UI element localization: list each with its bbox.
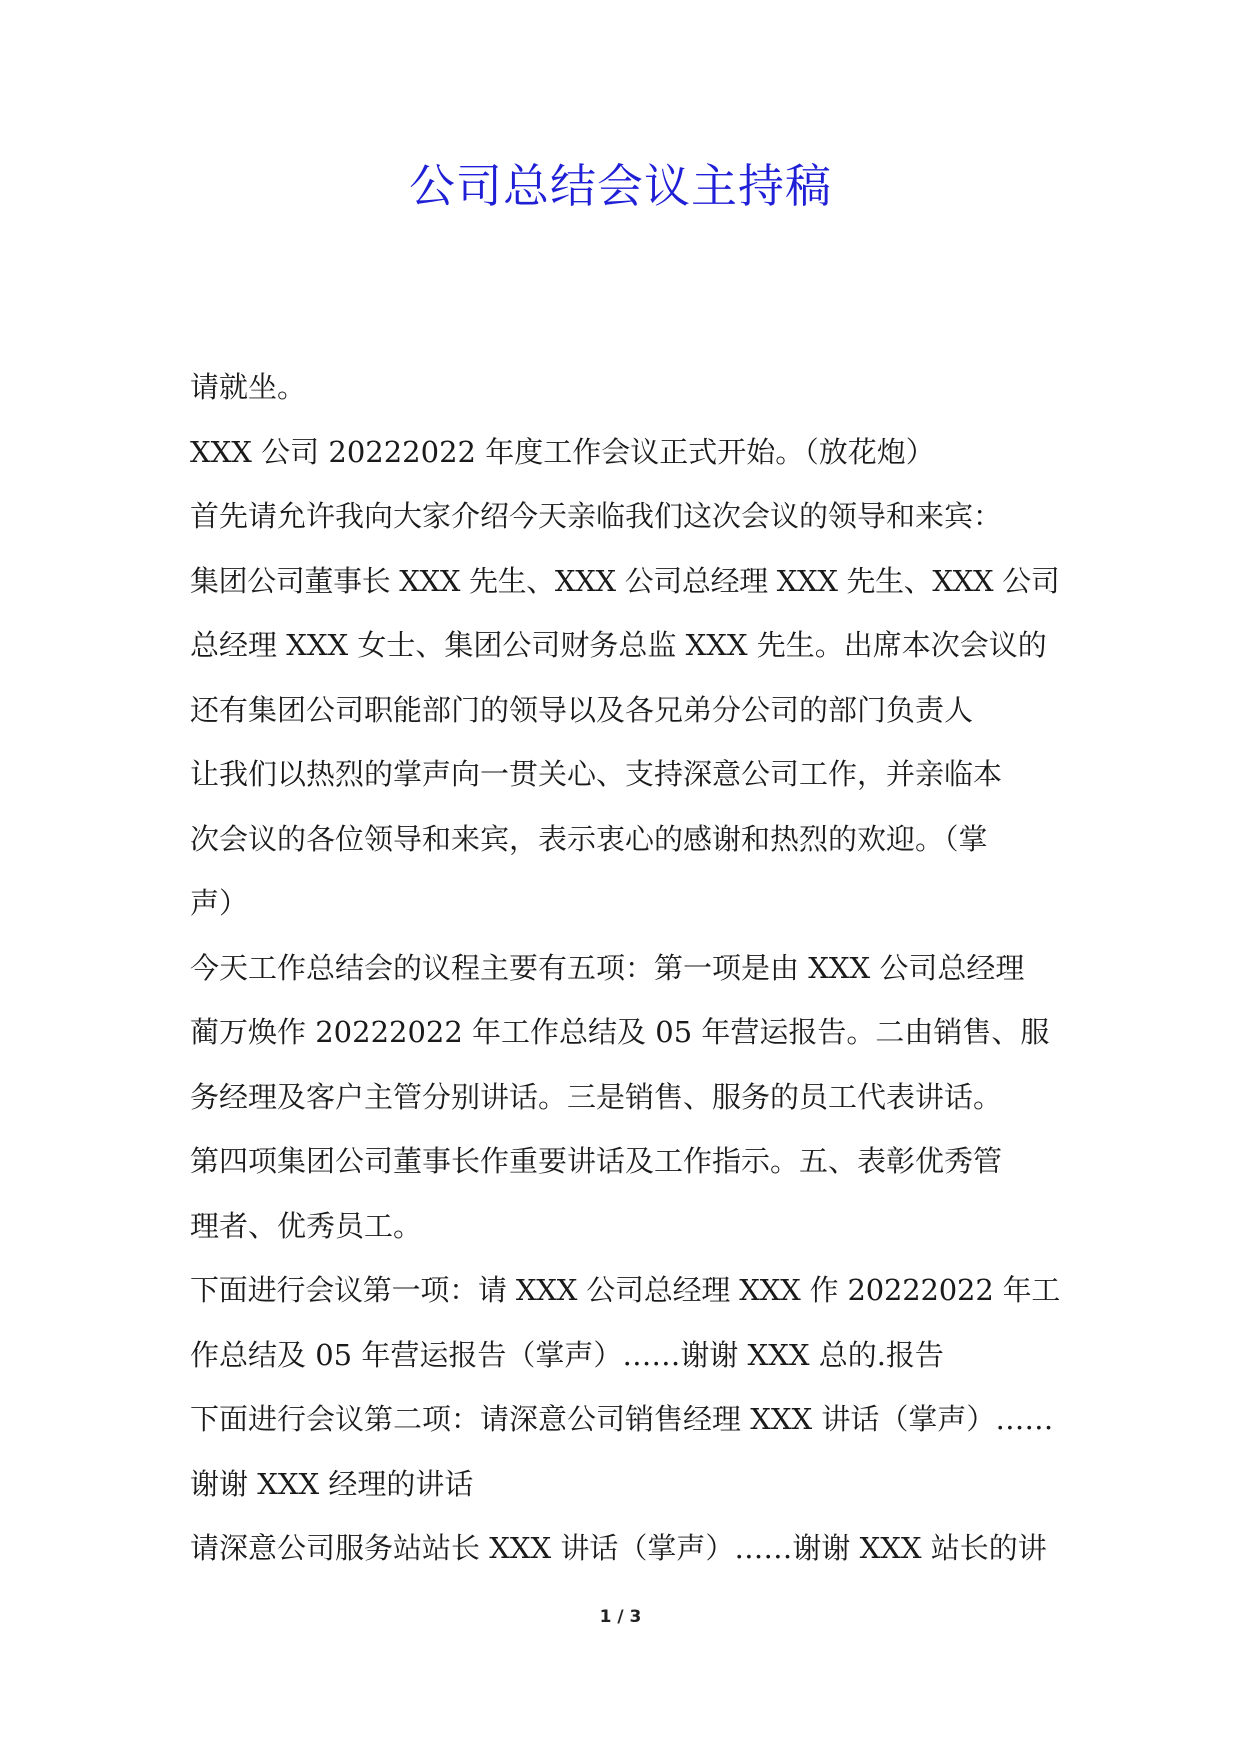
body-line: 下面进行会议第一项：请 XXX 公司总经理 XXX 作 20222022 年工 xyxy=(190,1273,1061,1307)
body-line: 谢谢 XXX 经理的讲话 xyxy=(190,1466,474,1501)
body-line: 今天工作总结会的议程主要有五项：第一项是由 XXX 公司总经理 xyxy=(190,950,1025,985)
document-body xyxy=(190,355,1060,1581)
body-line: 总经理 XXX 女士、集团公司财务总监 XXX 先生。出席本次会议的 xyxy=(190,628,1047,662)
body-line: 让我们以热烈的掌声向一贯关心、支持深意公司工作，并亲临本 xyxy=(190,757,1003,791)
body-line: 请深意公司服务站站长 XXX 讲话（掌声）……谢谢 XXX 站长的讲 xyxy=(190,1531,1047,1565)
body-line: 首先请允许我向大家介绍今天亲临我们这次会议的领导和来宾： xyxy=(190,499,1003,533)
body-line: 还有集团公司职能部门的领导以及各兄弟分公司的部门负责人 xyxy=(190,692,974,727)
body-line: 务经理及客户主管分别讲话。三是销售、服务的员工代表讲话。 xyxy=(190,1079,1003,1114)
body-line: XXX 公司 20222022 年度工作会议正式开始。（放花炮） xyxy=(190,434,935,469)
body-line: 请就坐。 xyxy=(190,370,307,404)
page-number: 1 / 3 xyxy=(599,1607,642,1627)
body-line: 第四项集团公司董事长作重要讲话及工作指示。五、表彰优秀管 xyxy=(190,1144,1003,1178)
body-line: 声） xyxy=(190,886,249,920)
document-title: 公司总结会议主持稿 xyxy=(409,159,832,213)
body-line: 蔺万焕作 20222022 年工作总结及 05 年营运报告。二由销售、服 xyxy=(190,1015,1050,1049)
body-line: 作总结及 05 年营运报告（掌声）……谢谢 XXX 总的.报告 xyxy=(190,1337,944,1372)
body-line: 理者、优秀员工。 xyxy=(190,1208,423,1243)
body-line: 次会议的各位领导和来宾，表示衷心的感谢和热烈的欢迎。（掌 xyxy=(190,821,988,856)
body-line: 下面进行会议第二项：请深意公司销售经理 XXX 讲话（掌声）…… xyxy=(190,1402,1054,1436)
body-line: 集团公司董事长 XXX 先生、XXX 公司总经理 XXX 先生、XXX 公司 xyxy=(190,563,1060,598)
